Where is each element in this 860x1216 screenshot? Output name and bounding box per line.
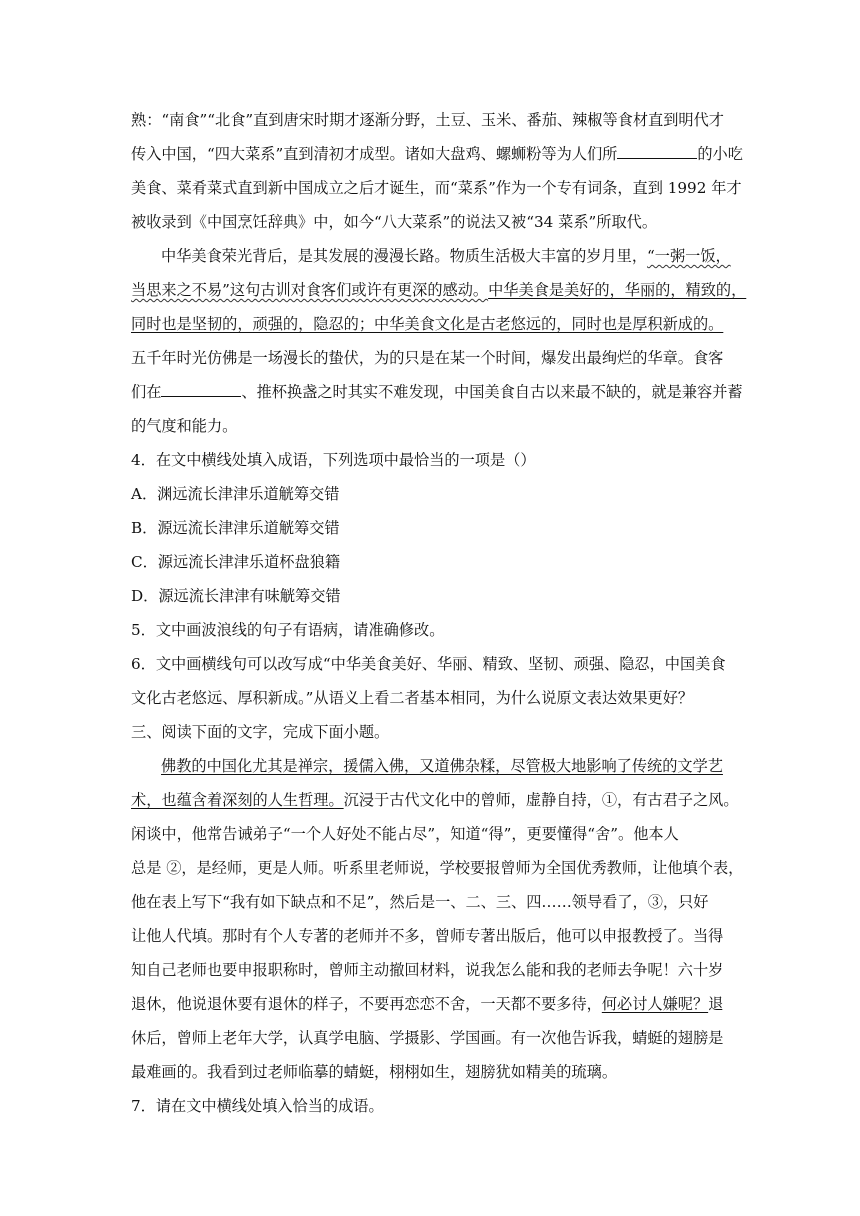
text-span: 五千年时光仿佛是一场漫长的蛰伏，为的只是在某一个时间，爆发出最绚烂的华章。食客	[131, 349, 724, 367]
option-d	[131, 582, 731, 610]
underlined-text: 中华美食是美好的，华丽的，精致的，	[488, 281, 747, 299]
paragraph-line	[131, 140, 743, 168]
text-span: 退	[708, 995, 724, 1013]
section-text: 三、阅读下面的文字，完成下面小题。	[131, 723, 390, 741]
paragraph-line	[131, 310, 731, 338]
question-text: 5．文中画波浪线的句子有语病，请准确修改。	[131, 621, 445, 639]
text-span: 、推杯换盏之时其实不难发现，中国美食自古以来最不缺的，就是兼容并蓄	[241, 383, 743, 401]
paragraph-line	[131, 1058, 731, 1086]
text-span: 闲谈中，他常告诫弟子“一个人好处不能占尽”，知道“得”，更要懂得“舍”。他本人	[131, 825, 679, 843]
paragraph-line	[131, 208, 731, 236]
text-span: 被收录到《中国烹饪辞典》中，如今“八大菜系”的说法又被“34 菜系”所取代。	[131, 213, 658, 231]
underlined-text: 何必讨人嫌呢？	[601, 995, 709, 1013]
fill-in-blank	[161, 381, 241, 397]
paragraph-line	[131, 820, 731, 848]
text-span: 总是 ②，是经师，更是人师。听系里老师说，学校要报曾师为全国优秀教师，让他填个表，	[131, 859, 744, 877]
text-span: 沉浸于古代文化中的曾师，虚静自持，①，有古君子之风。	[343, 791, 739, 809]
paragraph-line	[131, 174, 742, 202]
text-span: 最难画的。我看到过老师临摹的蜻蜓，栩栩如生，翅膀犹如精美的琉璃。	[131, 1063, 617, 1081]
underlined-text: 同时也是坚韧的，顽强的，隐忍的；中华美食文化是古老悠远的，同时也是厚积新成的。	[131, 315, 724, 333]
option-text: C．源远流长津津乐道杯盘狼籍	[131, 553, 341, 571]
paragraph-line	[161, 242, 731, 270]
text-span: 们在	[131, 383, 162, 401]
text-span: 退休，他说退休要有退休的样子，不要再恋恋不舍，一天都不要多待，	[131, 995, 602, 1013]
paragraph-line	[131, 106, 731, 134]
text-span: 的气度和能力。	[131, 417, 238, 435]
paragraph-line	[131, 1024, 731, 1052]
option-a	[131, 480, 731, 508]
text-span: 知自己老师也要申报职称时，曾师主动撤回材料，说我怎么能和我的老师去争呢！六十岁	[131, 961, 724, 979]
question-5	[131, 616, 731, 644]
paragraph-line	[161, 752, 731, 780]
option-text: A．渊远流长津津乐道觥筹交错	[131, 485, 340, 503]
paragraph-line	[131, 412, 731, 440]
question-text: 4．在文中横线处填入成语，下列选项中最恰当的一项是（）	[131, 451, 536, 469]
fill-in-blank	[617, 143, 697, 159]
question-text: 7．请在文中横线处填入恰当的成语。	[131, 1097, 384, 1115]
option-text: B．源远流长津津乐道觥筹交错	[131, 519, 340, 537]
text-span: 休后，曾师上老年大学，认真学电脑、学摄影、学国画。有一次他告诉我，蜻蜓的翅膀是	[131, 1029, 724, 1047]
text-span: 的小吃	[697, 145, 743, 163]
underlined-text: 佛教的中国化尤其是禅宗，援儒入佛，又道佛杂糅，尽管极大地影响了传统的文学艺	[161, 757, 723, 775]
option-b	[131, 514, 731, 542]
text-span: 他在表上写下“我有如下缺点和不足”，然后是一、二、三、四……领导看了，③，只好	[131, 893, 709, 911]
text-span: 传入中国，“四大菜系”直到清初才成型。诸如大盘鸡、螺蛳粉等为人们所	[131, 145, 618, 163]
text-span: 美食、菜肴菜式直到新中国成立之后才诞生，而“菜系”作为一个专有词条，直到 1992 年才	[131, 179, 742, 197]
wavy-underlined-text: “一粥一饭，	[647, 247, 731, 265]
wavy-underlined-text: 当思来之不易”这句古训对食客们或许有更深的感动。	[131, 281, 489, 299]
question-7	[131, 1092, 731, 1120]
text-span: 熟：“南食”“北食”直到唐宋时期才逐渐分野，土豆、玉米、番茄、辣椒等食材直到明代才	[131, 111, 724, 129]
paragraph-line	[131, 786, 739, 814]
paragraph-line	[131, 854, 744, 882]
paragraph-line	[131, 922, 731, 950]
question-4	[131, 446, 731, 474]
text-span: 中华美食荣光背后，是其发展的漫漫长路。物质生活极大丰富的岁月里，	[161, 247, 647, 265]
question-6	[131, 650, 731, 678]
paragraph-line	[131, 378, 743, 406]
paragraph-line	[131, 956, 731, 984]
option-c	[131, 548, 731, 576]
text-span: 让他人代填。那时有个人专著的老师并不多，曾师专著出版后，他可以申报教授了。当得	[131, 927, 724, 945]
paragraph-line	[131, 990, 731, 1018]
question-text: 6．文中画横线句可以改写成“中华美食美好、华丽、精致、坚韧、顽强、隐忍，中国美食	[131, 655, 726, 673]
paragraph-line	[131, 344, 731, 372]
underlined-text: 术，也蕴含着深刻的人生哲理。	[131, 791, 344, 809]
question-6-cont	[131, 684, 731, 712]
paragraph-line	[131, 888, 731, 916]
question-text: 文化古老悠远、厚积新成。”从语义上看二者基本相同，为什么说原文表达效果更好？	[131, 689, 694, 707]
section-heading	[131, 718, 731, 746]
paragraph-line	[131, 276, 747, 304]
option-text: D．源远流长津津有味觥筹交错	[131, 587, 341, 605]
